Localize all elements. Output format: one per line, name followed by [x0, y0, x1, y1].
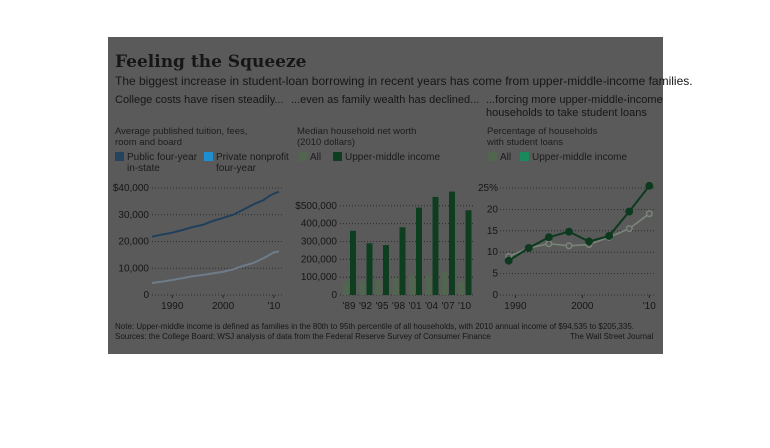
chart2-xtick-label: '07 — [441, 301, 455, 312]
chart3-ytick-label: 0 — [492, 290, 498, 301]
chart3-point-all — [647, 211, 653, 217]
chart3-xtick-label: '10 — [642, 301, 656, 312]
page-title: Feeling the Squeeze — [115, 52, 307, 72]
chart3-point-upper — [646, 183, 652, 189]
chart1-ytick-label: 10,000 — [118, 263, 149, 275]
chart2-xtick-label: '95 — [375, 301, 389, 312]
chart2-xtick-label: '04 — [424, 301, 439, 312]
chart2-bar-upper — [466, 210, 472, 295]
chart2-bar-upper — [367, 243, 373, 295]
chart1-ytick-label: 30,000 — [118, 209, 149, 221]
chart2-bar-all — [360, 281, 366, 295]
chart3-xtick-label: 2000 — [571, 301, 594, 312]
chart3-xtick-label: 1990 — [504, 301, 527, 312]
chart1-series-line-private — [152, 192, 279, 237]
chart2-bar-all — [442, 273, 448, 295]
chart1-xtick-label: '10 — [267, 301, 281, 312]
chart2-ytick-label: $500,000 — [295, 200, 337, 212]
chart3-heading-line: households to take student loans — [486, 107, 647, 119]
chart2-bar-upper — [383, 245, 389, 295]
chart1-ytick-label: $40,000 — [112, 183, 149, 194]
chart3-ytick-label: 20 — [486, 204, 498, 216]
chart2-label-line: (2010 dollars) — [297, 137, 356, 148]
chart2-bar-all — [409, 276, 415, 295]
legend-label-all-bar: All — [310, 152, 322, 163]
chart1-ytick-label: 0 — [143, 290, 149, 301]
legend-label-public-2: in-state — [127, 163, 160, 174]
legend-label-private: Private nonprofit — [216, 152, 289, 163]
chart2-bar-upper — [350, 231, 356, 295]
sources: Sources: the College Board; WSJ analysis of data from the Federal Reserve Survey of Consumer Finance — [115, 332, 491, 341]
chart3-point-all — [546, 241, 552, 247]
credit: The Wall Street Journal — [570, 332, 654, 341]
chart1-label-line: room and board — [115, 137, 183, 148]
chart2-label-line: Median household net worth — [297, 126, 417, 137]
chart2-ytick-label: 0 — [331, 290, 337, 301]
page-subtitle: The biggest increase in student-loan borrowing in recent years has come from upper-middle-income families. — [115, 74, 693, 88]
chart1-series-line-public — [152, 251, 279, 283]
chart3-point-upper — [505, 258, 511, 264]
chart1-ytick-label: 20,000 — [118, 236, 149, 248]
chart3-point-upper — [586, 238, 592, 244]
chart2-bar-all — [376, 280, 382, 295]
chart3-ytick-label: 10 — [486, 247, 498, 259]
chart2-bar-upper — [400, 227, 406, 295]
chart2-bar-all — [343, 281, 349, 295]
legend-label-all-line: All — [500, 152, 512, 163]
chart1-xtick-label: 2000 — [211, 301, 235, 312]
chart1-xtick-label: 1990 — [161, 301, 184, 312]
legend-label-upper-line: Upper-middle income — [532, 152, 628, 163]
footnote: Note: Upper-middle income is defined as families in the 80th to 95th percentile of all households, with 2010 annual income of $94,535 to $205,335. — [115, 322, 634, 331]
chart3-label-line: with student loans — [487, 137, 564, 148]
chart2-ytick-label: 400,000 — [300, 218, 337, 230]
chart3-heading-line: ...forcing more upper-middle-income — [486, 94, 663, 106]
chart3-point-upper — [526, 245, 532, 251]
legend-label-private-2: four-year — [216, 163, 257, 174]
chart2-xtick-label: '89 — [342, 301, 356, 312]
chart2-xtick-label: '98 — [391, 301, 406, 312]
chart2-bar-upper — [449, 192, 455, 295]
chart2-bar-all — [393, 278, 399, 295]
chart3-ytick-label: 5 — [492, 268, 498, 280]
chart2-ytick-label: 300,000 — [300, 236, 337, 248]
chart3-label-line: Percentage of households — [487, 126, 598, 137]
chart2-xtick-label: '01 — [408, 301, 422, 312]
chart3-point-upper — [566, 228, 572, 234]
chart2-xtick-label: '92 — [358, 301, 373, 312]
chart2-bar-upper — [416, 208, 422, 295]
chart3-point-upper — [606, 233, 612, 239]
chart1-heading: College costs have risen steadily... — [115, 94, 284, 106]
legend-label-upper-bar: Upper-middle income — [345, 152, 441, 163]
chart1-label-line: Average published tuition, fees, — [115, 126, 248, 137]
chart2-heading: ...even as family wealth has declined... — [291, 94, 480, 106]
chart2-bar-all — [459, 281, 465, 295]
chart3-point-all — [626, 226, 632, 232]
chart3-point-upper — [546, 234, 552, 240]
chart2-xtick-label: '10 — [457, 301, 472, 312]
chart3-ytick-label: 15 — [486, 225, 498, 237]
chart2-bar-all — [426, 276, 432, 295]
chart3-point-all — [566, 243, 572, 249]
chart2-bar-upper — [433, 197, 439, 295]
chart2-ytick-label: 200,000 — [300, 254, 337, 266]
legend-label-public: Public four-year — [127, 152, 198, 163]
chart3-ytick-label: 25% — [477, 183, 498, 194]
chart3-point-upper — [626, 208, 632, 214]
chart2-ytick-label: 100,000 — [300, 272, 337, 284]
